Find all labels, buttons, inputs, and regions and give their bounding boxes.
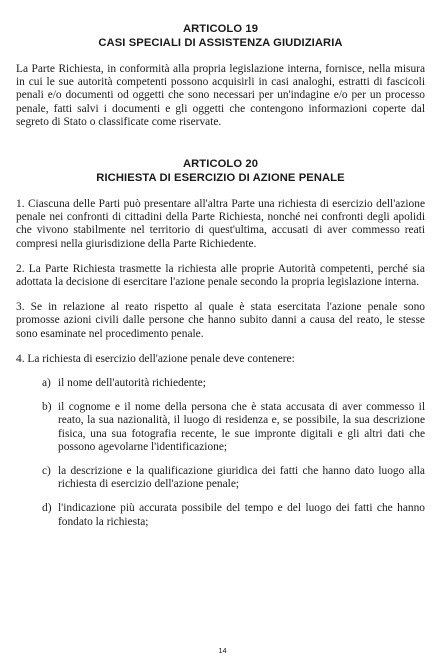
list-item-d	[42, 502, 425, 528]
list-item-a	[42, 377, 425, 390]
list-item-text: il nome dell'autorità richiedente;	[58, 377, 206, 390]
article-20-subtitle: RICHIESTA DI ESERCIZIO DI AZIONE PENALE	[96, 172, 345, 185]
list-item-c	[42, 465, 425, 491]
list-item-text: l'indicazione più accurata possibile del tempo e del luogo dei fatti che hanno fondato la richiesta;	[58, 502, 425, 528]
list-item-marker: c)	[42, 465, 51, 478]
page-number: 14	[218, 646, 227, 655]
list-item-text: il cognome e il nome della persona che è stata accusata di aver commesso il reato, la sua nazionalità, il luogo di residenza e, se possibile, la sua descrizione fisica, una sua fotografia recente, le sue impronte digitali e gli altri dati che possono agevolarne l'identificazione;	[58, 401, 425, 453]
list-item-b	[42, 401, 425, 454]
article-20-title: ARTICOLO 20	[182, 158, 259, 171]
list-item-marker: a)	[42, 377, 51, 390]
article-19-title: ARTICOLO 19	[182, 23, 259, 35]
article-19-subtitle: CASI SPECIALI DI ASSISTENZA GIUDIZIARIA	[98, 37, 343, 49]
article-20-paragraph-1: 1. Ciascuna delle Parti può presentare all'altra Parte una richiesta di esercizio dell'azione penale nei confronti di cittadini della Parte Richiesta, nonché nei confronti degli apolidi che vivono stabilmente nel territorio di quest'ultima, accusati di aver commesso reati compresi nella giurisdizione della Parte Richiedente.	[16, 198, 425, 250]
list-item-text: la descrizione e la qualificazione giuridica dei fatti che hanno dato luogo alla richiesta di esercizio dell'azione penale;	[58, 465, 425, 491]
article-20-paragraph-2: 2. La Parte Richiesta trasmette la richiesta alle proprie Autorità competenti, perché sia adottata la decisione di esercitare l'azione penale secondo la propria legislazione interna.	[16, 262, 425, 289]
article-19-body: La Parte Richiesta, in conformità alla propria legislazione interna, fornisce, nella misura in cui le sue autorità competenti possono acquisirli in casi analoghi, estratti di fascicoli penali e/o documenti od oggetti che sono necessari per un'indagine e/o per un processo penale, fatti salvi i documenti e gli oggetti che contengono informazioni coperte dal segreto di Stato o classificate come riservate.	[16, 63, 425, 128]
list-item-marker: d)	[42, 502, 52, 515]
article-20-paragraph-3: 3. Se in relazione al reato rispetto al quale è stata esercitata l'azione penale sono promosse azioni civili dalle persone che hanno subito danni a causa del reato, le stesse sono esaminate nel procedimento penale.	[16, 301, 425, 340]
article-20-paragraph-4: 4. La richiesta di esercizio dell'azione penale deve contenere:	[16, 352, 295, 365]
list-item-marker: b)	[42, 401, 52, 414]
